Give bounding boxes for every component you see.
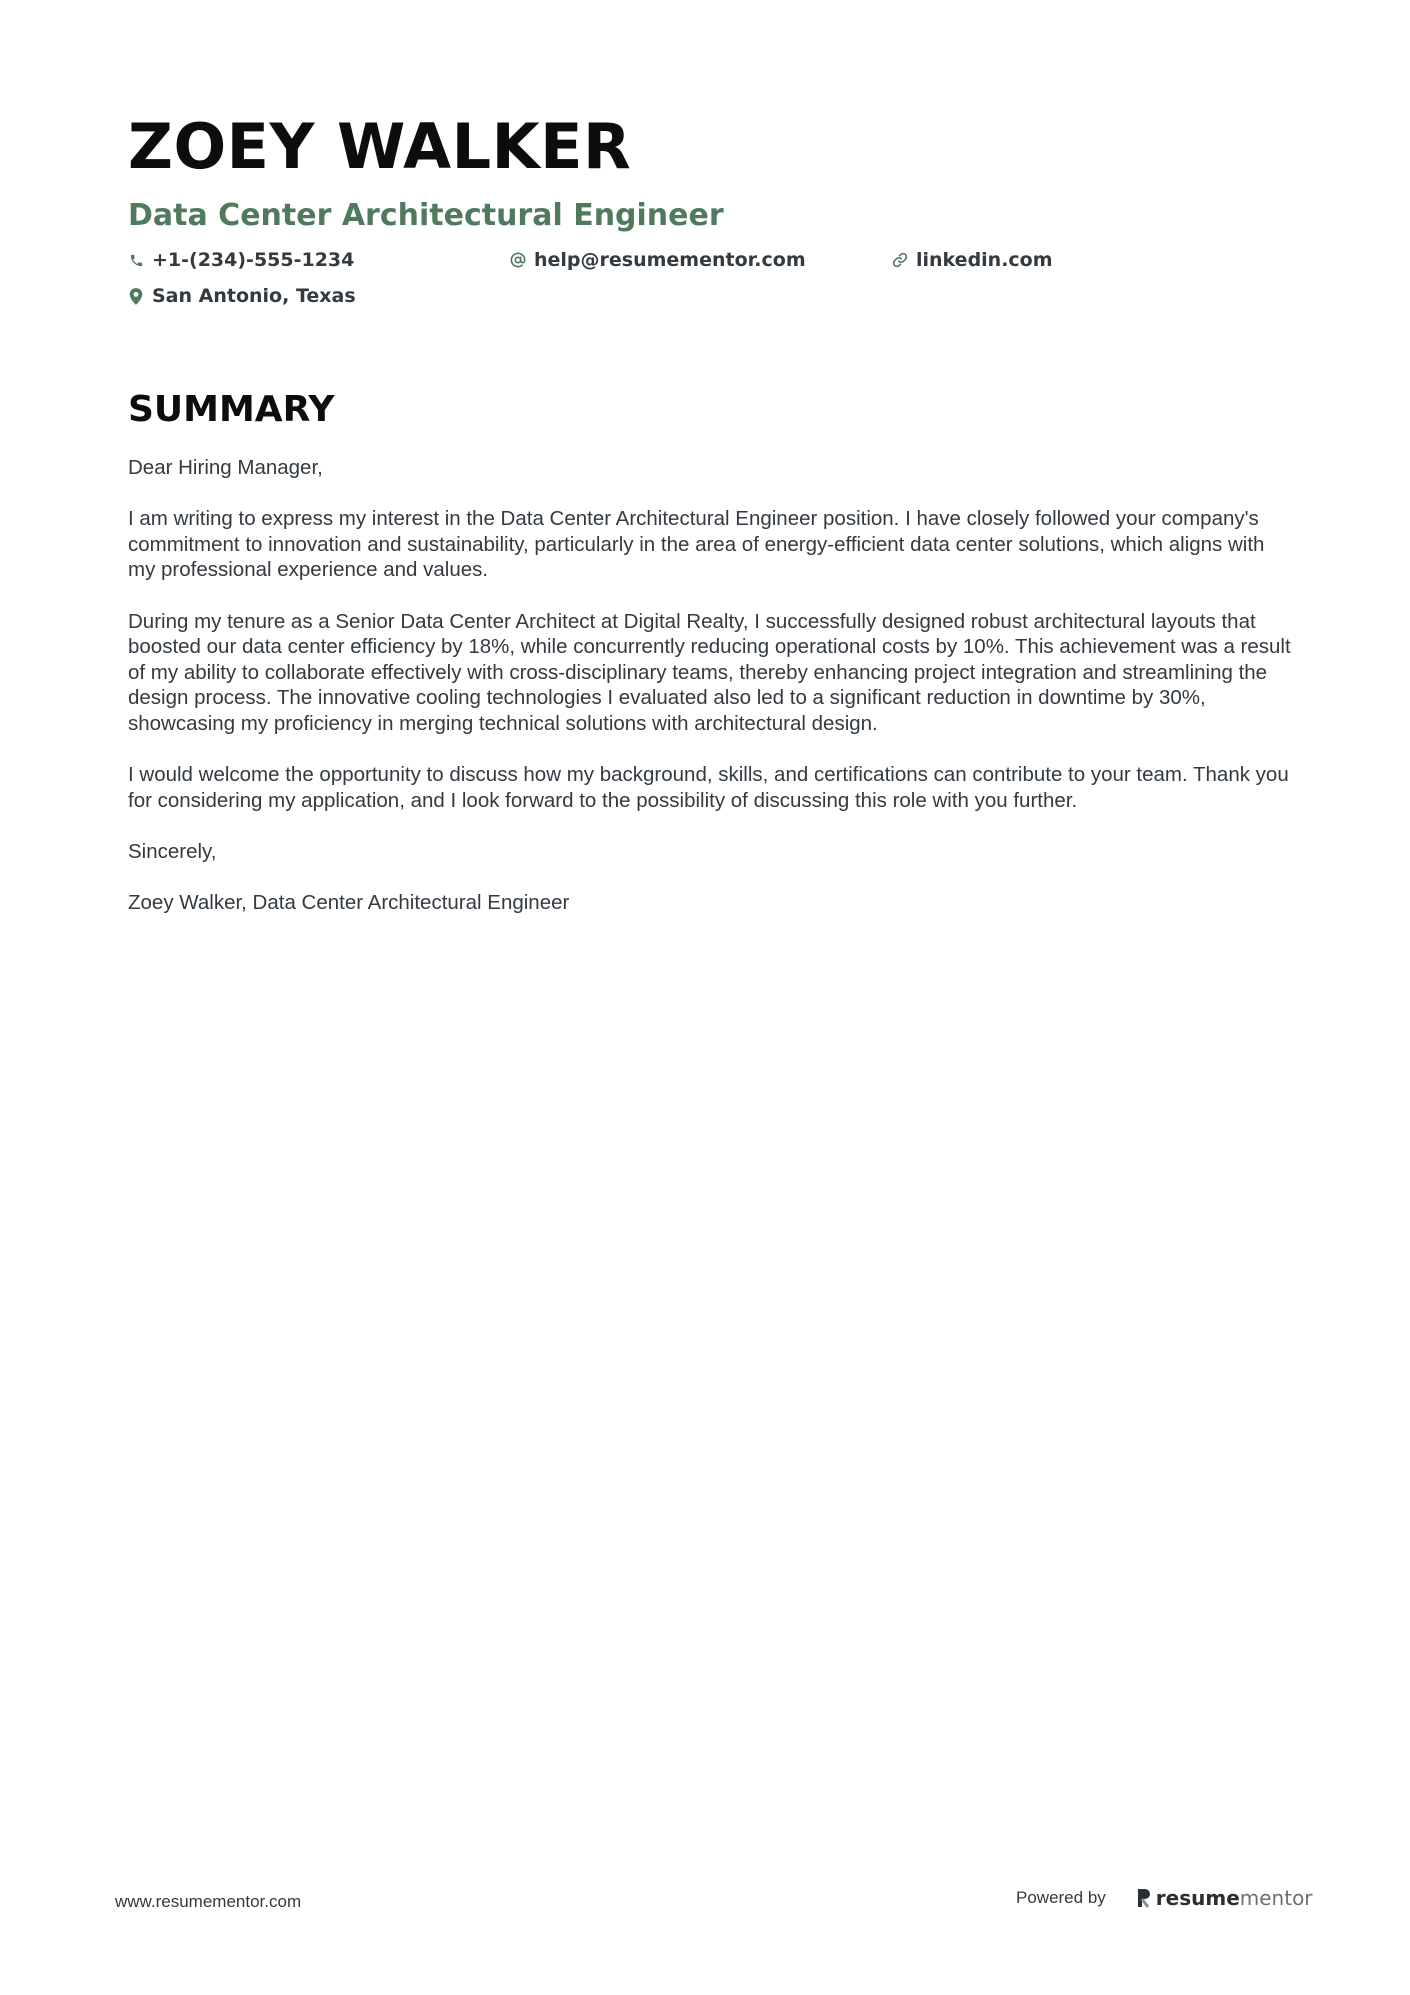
summary-heading: SUMMARY bbox=[128, 389, 335, 430]
footer-website: www.resumementor.com bbox=[115, 1892, 302, 1911]
letter-paragraph: I am writing to express my interest in the Data Center Architectural Engineer position. I have closely followed your company's commitment to innovation and sustainability, particularly in the area of energy-efficient data center solutions, which aligns with my professional experience and values. bbox=[128, 507, 1265, 582]
footer-branding bbox=[1016, 1886, 1313, 1910]
map-pin-icon bbox=[128, 288, 144, 304]
header bbox=[128, 108, 1288, 318]
brand-text-resume: resume bbox=[1155, 1886, 1240, 1910]
contact-link bbox=[892, 246, 1053, 274]
contact-info bbox=[128, 246, 1288, 318]
resumementor-logo-icon bbox=[1136, 1888, 1152, 1908]
closing: Sincerely, bbox=[128, 839, 217, 863]
location-text: San Antonio, Texas bbox=[152, 285, 356, 307]
link-text: linkedin.com bbox=[916, 249, 1053, 271]
contact-location bbox=[128, 282, 356, 310]
brand-text-mentor: mentor bbox=[1239, 1886, 1313, 1910]
powered-by-label: Powered by bbox=[1016, 1888, 1106, 1907]
salutation: Dear Hiring Manager, bbox=[128, 456, 323, 479]
letter-paragraph: I would welcome the opportunity to discuss how my background, skills, and certifications can contribute to your team. Thank you for considering my application, and I look forward to the possibility of discussing this role with you further. bbox=[128, 763, 1289, 812]
link-icon bbox=[892, 252, 908, 268]
signature: Zoey Walker, Data Center Architectural Engineer bbox=[128, 891, 570, 915]
contact-email bbox=[510, 246, 806, 274]
phone-icon bbox=[128, 252, 144, 268]
at-sign-icon bbox=[510, 252, 526, 268]
phone-text: +1-(234)-555-1234 bbox=[152, 249, 355, 271]
candidate-name: ZOEY WALKER bbox=[128, 110, 632, 183]
email-text: help@resumementor.com bbox=[534, 249, 806, 271]
job-title: Data Center Architectural Engineer bbox=[128, 198, 724, 233]
letter-body bbox=[128, 455, 1293, 941]
letter-paragraph: During my tenure as a Senior Data Center Architect at Digital Realty, I successfully designed robust architectural layouts that boosted our data center efficiency by 18%, while concurrently reducing operational costs by 10%. This achievement was a result of my ability to collaborate effectively with cross-disciplinary teams, thereby enhancing project integration and streamlining the design process. The innovative cooling technologies I evaluated also led to a significant reduction in downtime by 30%, showcasing my proficiency in merging technical solutions with architectural design. bbox=[128, 609, 1291, 735]
brand-logo bbox=[1136, 1886, 1313, 1910]
contact-phone bbox=[128, 246, 354, 274]
